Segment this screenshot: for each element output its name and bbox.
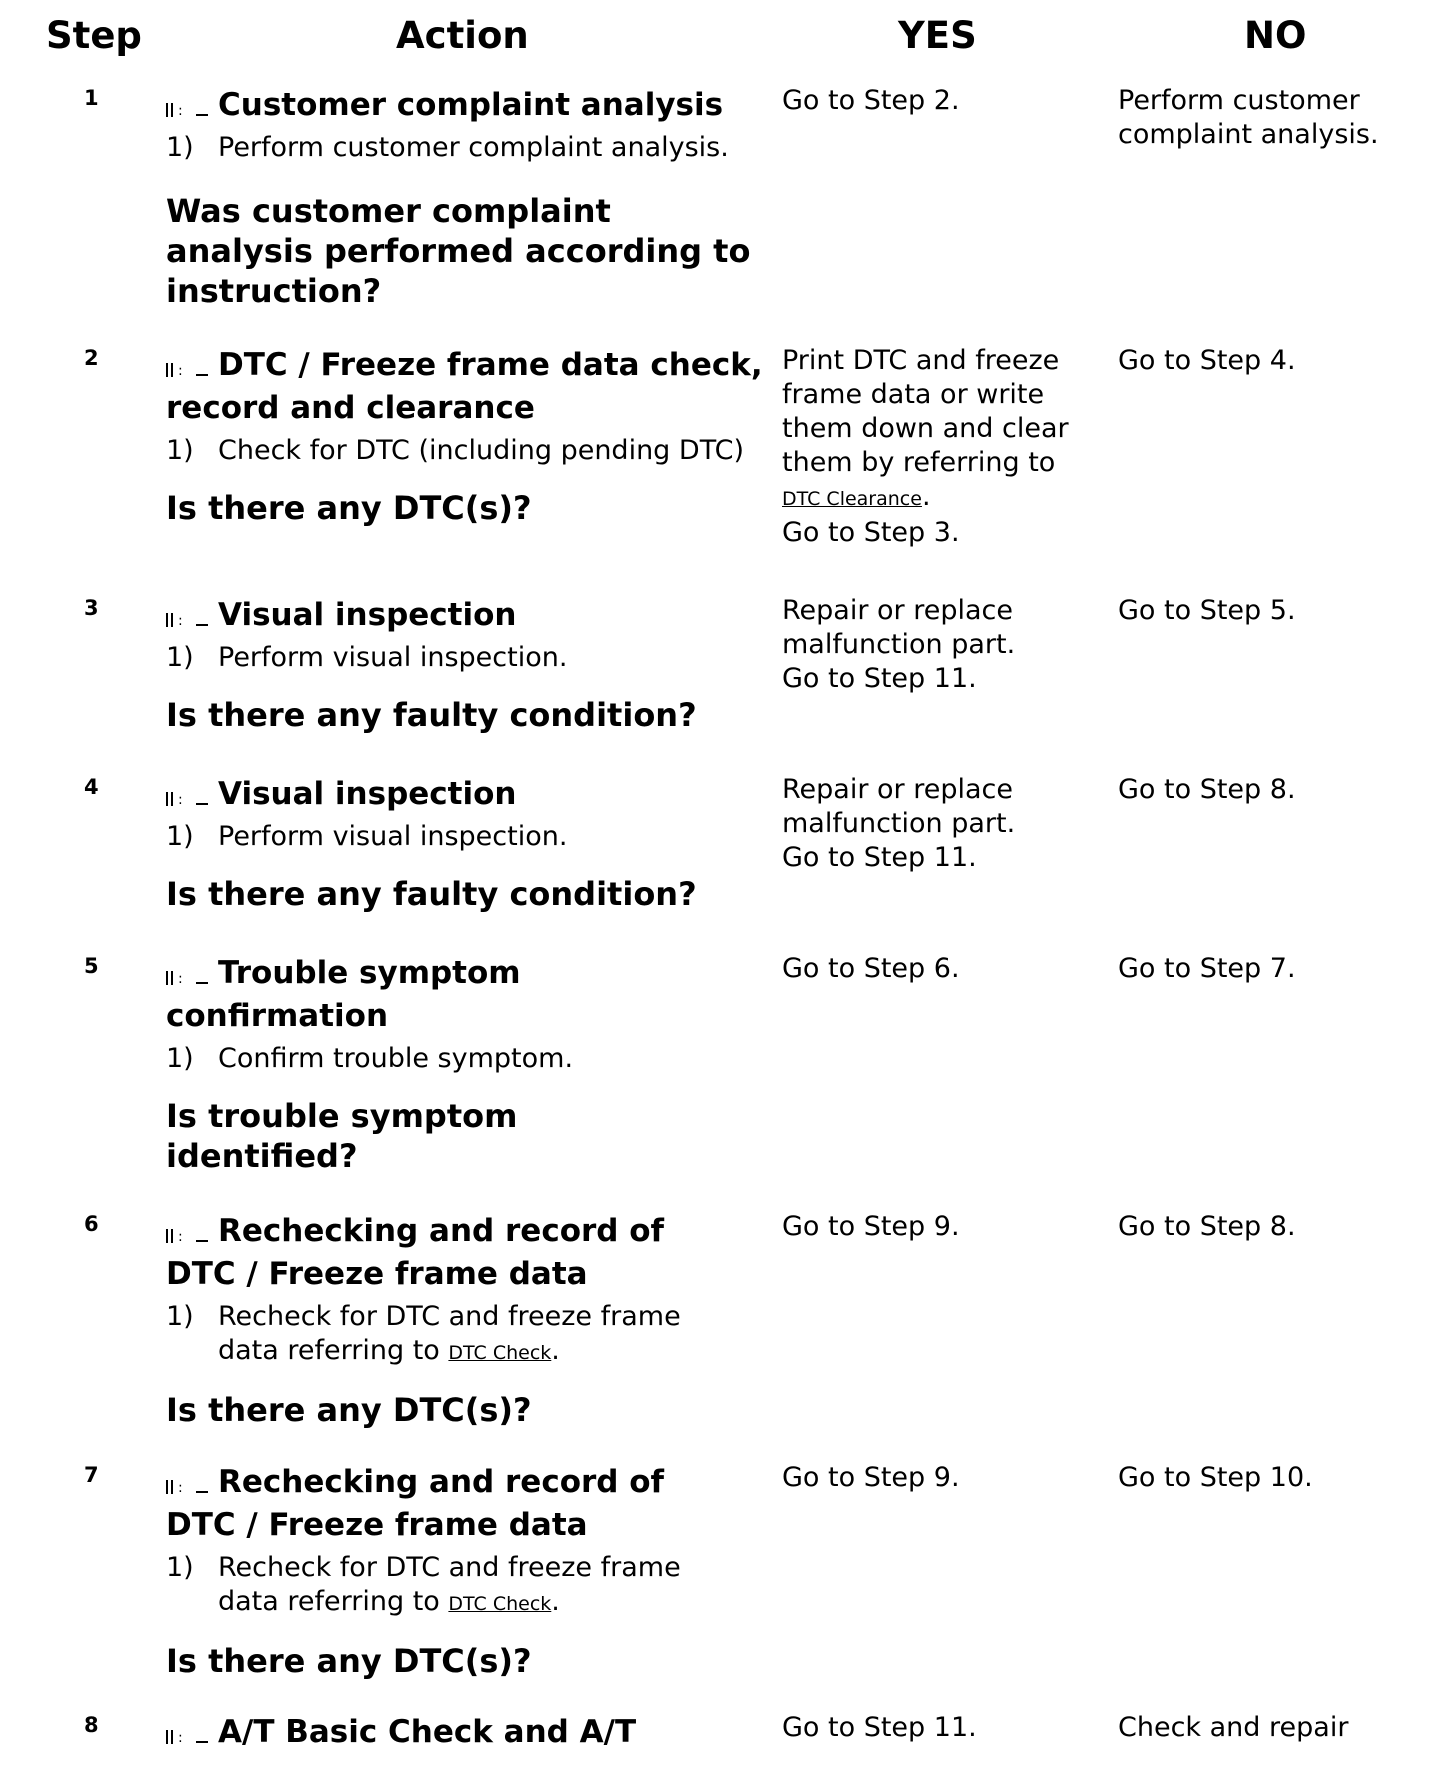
procedure-icon: :	[166, 962, 218, 988]
yes-text: Repair or replace malfunction part.	[782, 774, 1016, 839]
step-title: : Rechecking and record of DTC / Freeze frame data	[166, 1464, 665, 1543]
procedure-icon: :	[166, 1471, 218, 1497]
yes-cell	[782, 773, 1102, 875]
yes-cell: Go to Step 2.	[782, 85, 960, 116]
yes-cell: Go to Step 9.	[782, 1462, 960, 1493]
no-cell: Go to Step 5.	[1118, 595, 1296, 626]
step-number: 7	[84, 1463, 99, 1487]
yes-cell: Go to Step 6.	[782, 953, 960, 984]
step-title: : DTC / Freeze frame data check, record and clearance	[166, 347, 763, 426]
yes-cell	[782, 594, 1102, 696]
sub-instruction: 1) Perform visual inspection.	[166, 642, 568, 673]
procedure-icon: :	[166, 1721, 218, 1747]
step-number: 5	[84, 954, 99, 978]
step-title: : Customer complaint analysis	[166, 84, 766, 127]
step-number: 3	[84, 596, 99, 620]
step-number: 2	[84, 346, 99, 370]
step-question: Is there any DTC(s)?	[166, 1642, 532, 1680]
step-question: Was customer complaint analysis performed according to instruction?	[166, 192, 751, 310]
step-question: Is there any faulty condition?	[166, 875, 697, 913]
header-no: NO	[1244, 14, 1307, 57]
yes-goto: Go to Step 11.	[782, 842, 977, 873]
step-question: Is there any DTC(s)?	[166, 1391, 532, 1429]
header-step: Step	[46, 14, 142, 57]
procedure-icon: :	[166, 1220, 218, 1246]
dtc-check-link[interactable]: DTC Check	[448, 1342, 552, 1364]
action-cell	[166, 344, 766, 528]
yes-text: Print DTC and freeze frame data or write them down and clear them by referring to	[782, 345, 1069, 478]
yes-cell: Go to Step 9.	[782, 1211, 960, 1242]
sub-instruction: 1) Check for DTC (including pending DTC)	[166, 435, 744, 466]
step-question: Is there any DTC(s)?	[166, 489, 532, 527]
step-number: 6	[84, 1212, 99, 1236]
procedure-icon: :	[166, 94, 218, 120]
dtc-check-link[interactable]: DTC Check	[448, 1593, 552, 1615]
action-cell	[166, 594, 766, 735]
step-number: 4	[84, 775, 99, 799]
action-cell	[166, 1210, 726, 1430]
step-title: : A/T Basic Check and A/T	[166, 1711, 766, 1754]
no-cell: Go to Step 4.	[1118, 345, 1296, 376]
yes-cell: Print DTC and freeze frame data or write them down and clear them by referring to DTC Clearance. Go to Step 3.	[782, 344, 1102, 550]
no-cell: Go to Step 8.	[1118, 774, 1296, 805]
no-cell: Go to Step 7.	[1118, 953, 1296, 984]
procedure-icon: :	[166, 783, 218, 809]
step-question: Is trouble symptom identified?	[166, 1097, 518, 1175]
step-title: : Rechecking and record of DTC / Freeze frame data	[166, 1213, 665, 1292]
step-number: 8	[84, 1713, 99, 1737]
step-title: : Visual inspection	[166, 594, 766, 637]
yes-goto: Go to Step 11.	[782, 663, 977, 694]
step-question: Is there any faulty condition?	[166, 696, 697, 734]
action-cell	[166, 1461, 726, 1681]
action-cell	[166, 1711, 766, 1754]
no-cell: Check and repair	[1118, 1712, 1349, 1743]
no-cell: Go to Step 10.	[1118, 1462, 1313, 1493]
dtc-clearance-link[interactable]: DTC Clearance	[782, 488, 922, 510]
sub-instruction: 1) Perform customer complaint analysis.	[166, 132, 729, 163]
no-cell: Perform customer complaint analysis.	[1118, 85, 1379, 150]
yes-goto: Go to Step 3.	[782, 517, 960, 548]
action-cell	[166, 773, 766, 914]
yes-text: Repair or replace malfunction part.	[782, 595, 1016, 660]
sub-instruction: 1) Recheck for DTC and freeze frame data referring to DTC Check.	[166, 1301, 681, 1366]
header-action: Action	[396, 14, 529, 57]
step-title: : Visual inspection	[166, 773, 766, 816]
header-yes: YES	[898, 14, 977, 57]
yes-cell: Go to Step 11.	[782, 1712, 977, 1743]
step-title: : Trouble symptom confirmation	[166, 955, 521, 1034]
action-cell	[166, 952, 586, 1176]
sub-instruction: 1) Confirm trouble symptom.	[166, 1043, 574, 1074]
sub-instruction: 1) Perform visual inspection.	[166, 821, 568, 852]
procedure-icon: :	[166, 354, 218, 380]
no-cell: Go to Step 8.	[1118, 1211, 1296, 1242]
sub-instruction: 1) Recheck for DTC and freeze frame data referring to DTC Check.	[166, 1552, 681, 1617]
action-cell	[166, 84, 766, 311]
step-number: 1	[84, 86, 99, 110]
procedure-icon: :	[166, 604, 218, 630]
